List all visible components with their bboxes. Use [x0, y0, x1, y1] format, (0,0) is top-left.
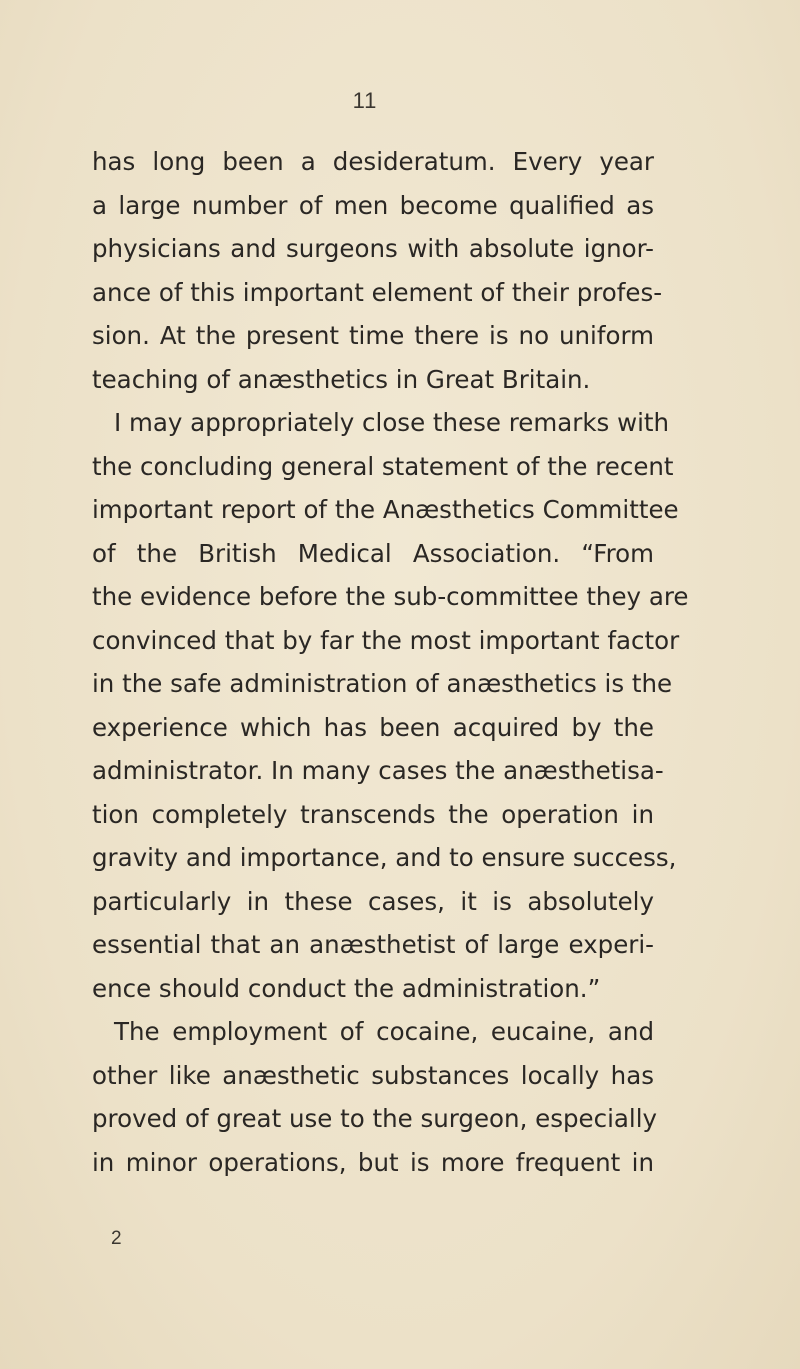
- text-line: important report of the Anæsthetics Committee: [92, 495, 679, 524]
- text-line: The employment of cocaine, eucaine, and: [114, 1017, 654, 1046]
- text-line: other like anæsthetic substances locally has: [92, 1060, 654, 1090]
- text-line: administrator. In many cases the anæsthetisa-: [92, 756, 664, 785]
- text-line: gravity and importance, and to ensure success,: [92, 843, 677, 872]
- text-line: essential that an anæsthetist of large experi-: [92, 930, 654, 959]
- text-line: convinced that by far the most important factor: [92, 625, 680, 655]
- text-line: in minor operations, but is more frequent in: [92, 1147, 654, 1177]
- text-line: the concluding general statement of the recent: [92, 451, 674, 481]
- text-line: the evidence before the sub-committee they are: [92, 582, 689, 611]
- text-line: I may appropriately close these remarks with: [114, 408, 670, 437]
- text-line: of the British Medical Association. “From: [92, 538, 654, 568]
- text-line: experience which has been acquired by the: [92, 712, 654, 742]
- text-line: ence should conduct the administration.”: [92, 973, 601, 1003]
- text-line: a large number of men become qualified as: [92, 190, 654, 220]
- text-line: sion. At the present time there is no uniform: [92, 321, 654, 350]
- text-line: tion completely transcends the operation in: [92, 799, 654, 829]
- text-line: physicians and surgeons with absolute ignor-: [92, 234, 654, 263]
- page-number: 11: [352, 88, 378, 113]
- text-line: has long been a desideratum. Every year: [92, 147, 654, 176]
- signature-mark: 2: [111, 1228, 122, 1249]
- text-line: proved of great use to the surgeon, especially: [92, 1104, 658, 1133]
- body-text: [92, 140, 689, 1184]
- text-line: teaching of anæsthetics in Great Britain.: [92, 364, 591, 394]
- text-line: particularly in these cases, it is absolutely: [92, 886, 654, 916]
- text-line: in the safe administration of anæsthetics is the: [92, 669, 673, 698]
- text-line: ance of this important element of their profes-: [92, 277, 663, 307]
